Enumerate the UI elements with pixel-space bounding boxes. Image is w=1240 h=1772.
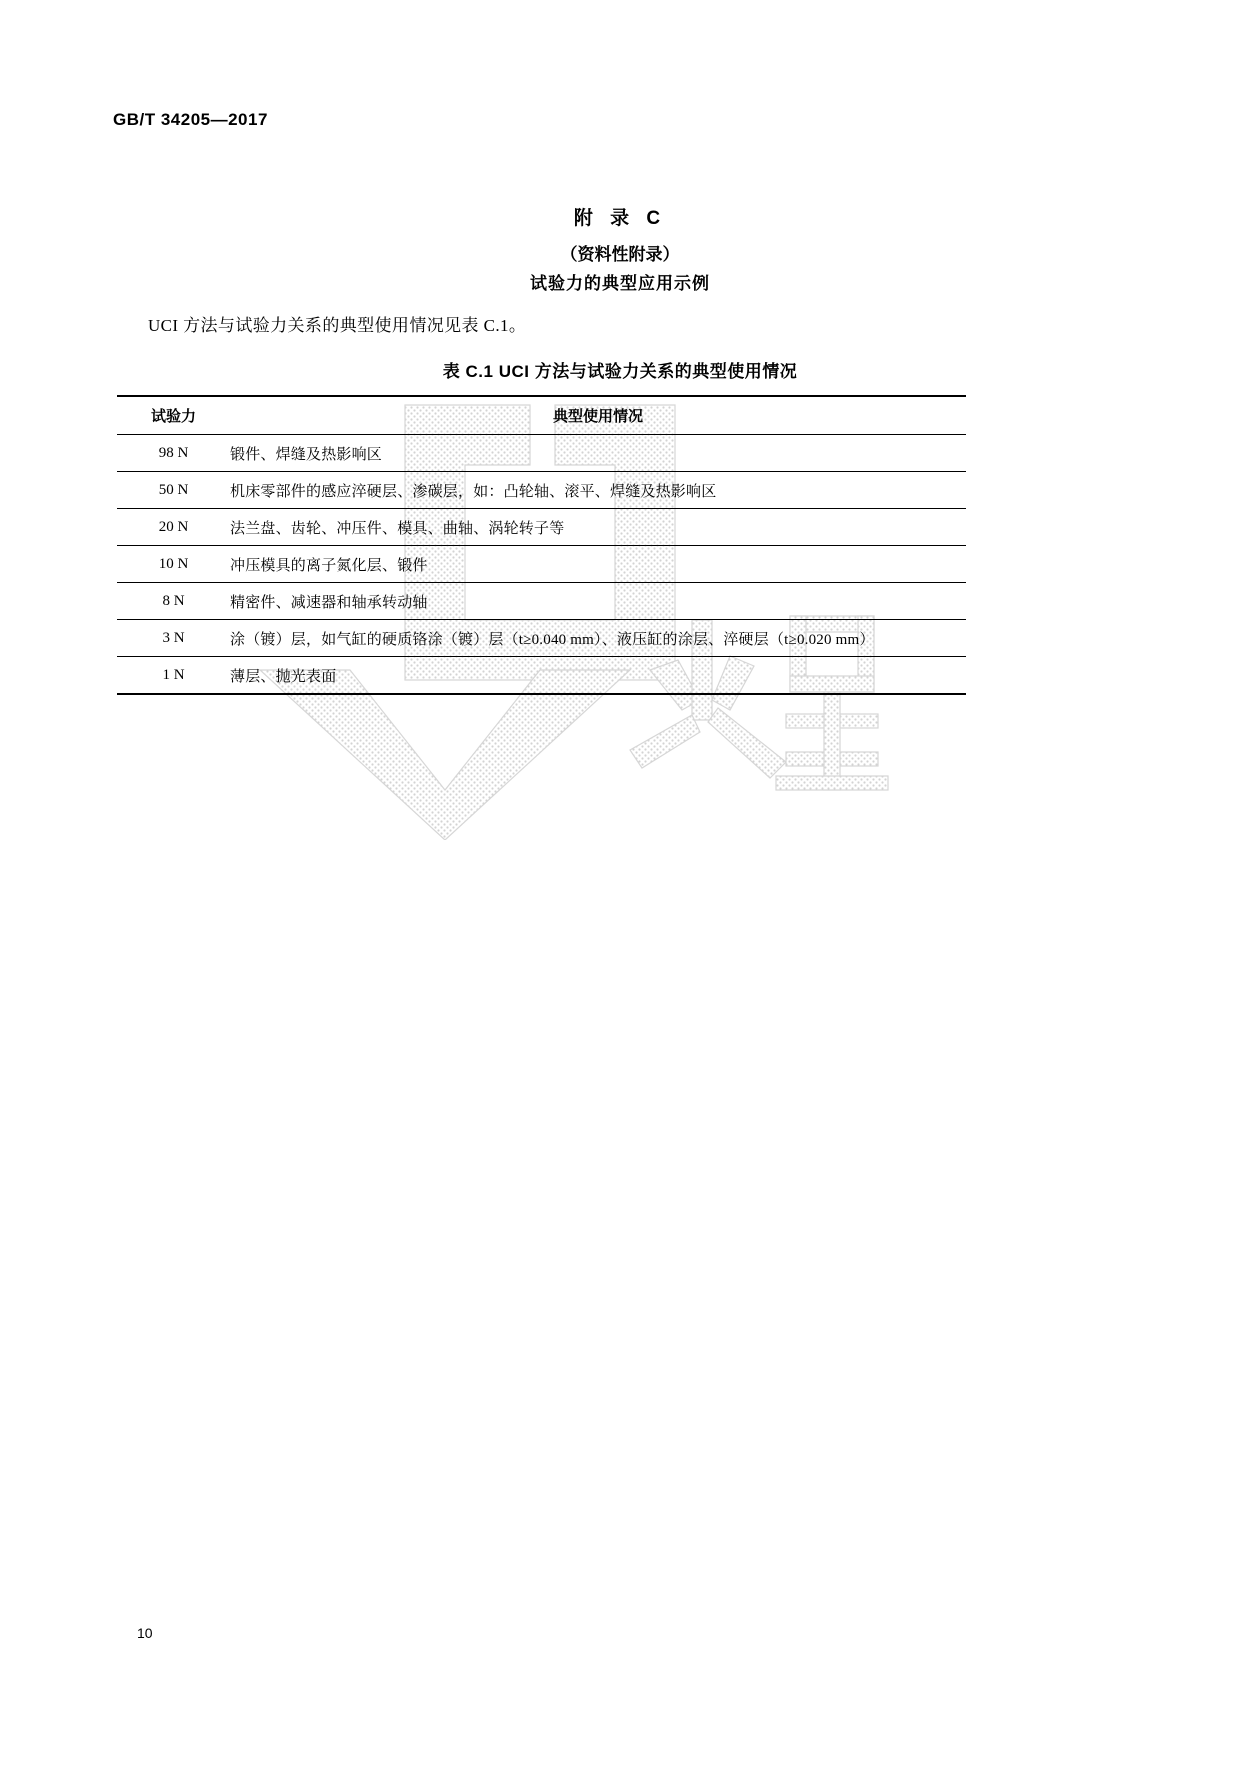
cell-force: 50 N [117, 472, 230, 509]
table-row [117, 509, 966, 546]
column-header-force: 试验力 [117, 396, 230, 435]
annex-subtitle: （资料性附录） [560, 245, 680, 264]
page-number: 10 [137, 1625, 153, 1641]
table-row [117, 472, 966, 509]
cell-usage: 冲压模具的离子氮化层、锻件 [230, 546, 966, 583]
table-row [117, 657, 966, 695]
table-header-row [117, 396, 966, 435]
table-row [117, 546, 966, 583]
uci-table [117, 395, 966, 695]
cell-force: 3 N [117, 620, 230, 657]
annex-title: 附 录 C [573, 208, 667, 229]
cell-force: 98 N [117, 435, 230, 472]
table-caption: 表 C.1 UCI 方法与试验力关系的典型使用情况 [442, 362, 798, 381]
standard-number-header: GB/T 34205—2017 [113, 110, 268, 129]
column-header-usage: 典型使用情况 [230, 396, 966, 435]
cell-usage: 薄层、抛光表面 [230, 657, 966, 695]
cell-force: 8 N [117, 583, 230, 620]
cell-usage: 锻件、焊缝及热影响区 [230, 435, 966, 472]
intro-paragraph: UCI 方法与试验力关系的典型使用情况见表 C.1。 [148, 316, 527, 335]
cell-force: 1 N [117, 657, 230, 695]
cell-usage: 机床零部件的感应淬硬层、渗碳层，如：凸轮轴、滚平、焊缝及热影响区 [230, 472, 966, 509]
cell-usage: 精密件、减速器和轴承转动轴 [230, 583, 966, 620]
table-row [117, 435, 966, 472]
cell-force: 20 N [117, 509, 230, 546]
annex-name: 试验力的典型应用示例 [530, 274, 710, 293]
uci-table-container [117, 395, 966, 695]
cell-usage: 涂（镀）层，如气缸的硬质铬涂（镀）层（t≥0.040 mm）、液压缸的涂层、淬硬层（t≥0.020 mm） [230, 620, 966, 657]
cell-usage: 法兰盘、齿轮、冲压件、模具、曲轴、涡轮转子等 [230, 509, 966, 546]
cell-force: 10 N [117, 546, 230, 583]
table-row [117, 583, 966, 620]
table-row [117, 620, 966, 657]
